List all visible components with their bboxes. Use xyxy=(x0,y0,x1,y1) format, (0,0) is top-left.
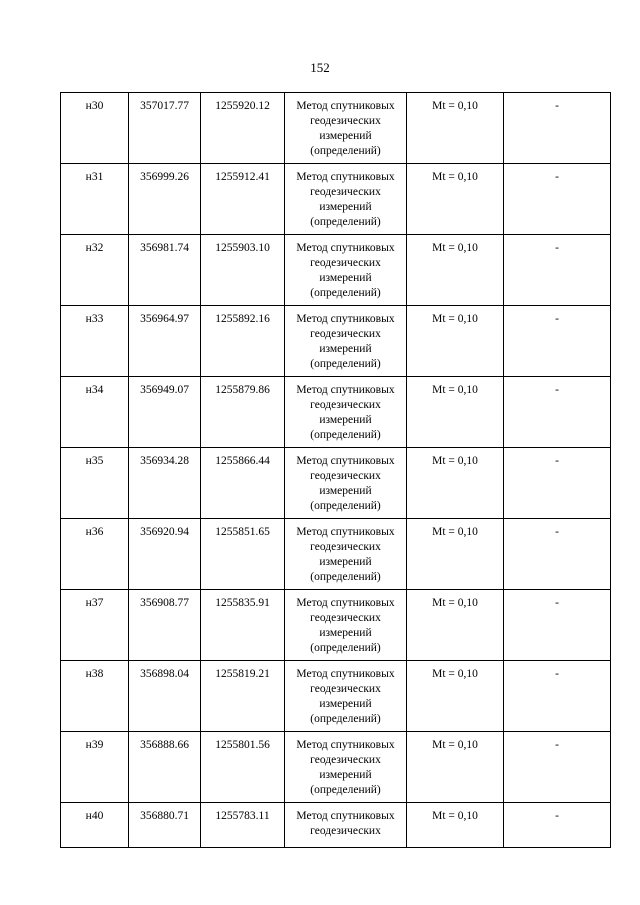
method-cell-text: Метод спутниковых геодезических измерений (определений) xyxy=(296,100,395,157)
table-row xyxy=(61,803,611,848)
y-coordinate-cell xyxy=(201,448,285,519)
table-row xyxy=(61,306,611,377)
x-coordinate-cell-text: 356880.71 xyxy=(140,810,189,822)
point-cell xyxy=(61,803,129,848)
x-coordinate-cell-text: 356999.26 xyxy=(140,171,189,183)
note-cell xyxy=(504,803,611,848)
y-coordinate-cell-text: 1255879.86 xyxy=(215,384,270,396)
method-cell-text: Метод спутниковых геодезических измерений (определений) xyxy=(296,313,395,370)
point-cell-text: н34 xyxy=(85,384,104,396)
x-coordinate-cell xyxy=(129,590,201,661)
x-coordinate-cell-text: 356920.94 xyxy=(140,526,189,538)
note-cell xyxy=(504,519,611,590)
accuracy-cell-text: Mt = 0,10 xyxy=(432,668,478,680)
note-cell xyxy=(504,93,611,164)
note-cell-text: - xyxy=(555,810,559,822)
point-cell xyxy=(61,519,129,590)
method-cell xyxy=(285,519,407,590)
y-coordinate-cell xyxy=(201,661,285,732)
table-row xyxy=(61,377,611,448)
method-cell xyxy=(285,803,407,848)
note-cell-text: - xyxy=(555,597,559,609)
table-row xyxy=(61,448,611,519)
point-cell xyxy=(61,164,129,235)
coordinates-table xyxy=(60,92,611,848)
x-coordinate-cell xyxy=(129,164,201,235)
x-coordinate-cell-text: 356981.74 xyxy=(140,242,189,254)
method-cell xyxy=(285,164,407,235)
accuracy-cell xyxy=(407,590,504,661)
accuracy-cell xyxy=(407,661,504,732)
y-coordinate-cell-text: 1255851.65 xyxy=(215,526,270,538)
accuracy-cell-text: Mt = 0,10 xyxy=(432,242,478,254)
y-coordinate-cell xyxy=(201,803,285,848)
accuracy-cell xyxy=(407,519,504,590)
y-coordinate-cell-text: 1255892.16 xyxy=(215,313,270,325)
point-cell-text: н31 xyxy=(85,171,104,183)
point-cell xyxy=(61,93,129,164)
point-cell-text: н33 xyxy=(85,313,104,325)
accuracy-cell-text: Mt = 0,10 xyxy=(432,100,478,112)
point-cell-text: н40 xyxy=(85,810,104,822)
point-cell xyxy=(61,732,129,803)
accuracy-cell-text: Mt = 0,10 xyxy=(432,171,478,183)
table-row xyxy=(61,235,611,306)
method-cell-text: Метод спутниковых геодезических измерений (определений) xyxy=(296,526,395,583)
accuracy-cell xyxy=(407,732,504,803)
note-cell-text: - xyxy=(555,171,559,183)
x-coordinate-cell xyxy=(129,732,201,803)
x-coordinate-cell xyxy=(129,661,201,732)
accuracy-cell xyxy=(407,235,504,306)
page-number: 152 xyxy=(310,60,330,75)
x-coordinate-cell xyxy=(129,235,201,306)
y-coordinate-cell-text: 1255912.41 xyxy=(215,171,270,183)
note-cell xyxy=(504,377,611,448)
method-cell xyxy=(285,306,407,377)
x-coordinate-cell-text: 356934.28 xyxy=(140,455,189,467)
accuracy-cell xyxy=(407,164,504,235)
x-coordinate-cell-text: 356949.07 xyxy=(140,384,189,396)
point-cell xyxy=(61,448,129,519)
y-coordinate-cell xyxy=(201,732,285,803)
note-cell xyxy=(504,306,611,377)
point-cell xyxy=(61,590,129,661)
accuracy-cell-text: Mt = 0,10 xyxy=(432,455,478,467)
method-cell-text: Метод спутниковых геодезических измерений (определений) xyxy=(296,668,395,725)
method-cell-text: Метод спутниковых геодезических измерений (определений) xyxy=(296,597,395,654)
x-coordinate-cell xyxy=(129,306,201,377)
point-cell xyxy=(61,235,129,306)
method-cell xyxy=(285,377,407,448)
accuracy-cell-text: Mt = 0,10 xyxy=(432,526,478,538)
table-row xyxy=(61,590,611,661)
accuracy-cell xyxy=(407,93,504,164)
y-coordinate-cell xyxy=(201,235,285,306)
method-cell-text: Метод спутниковых геодезических измерений (определений) xyxy=(296,739,395,796)
y-coordinate-cell-text: 1255866.44 xyxy=(215,455,270,467)
accuracy-cell-text: Mt = 0,10 xyxy=(432,810,478,822)
y-coordinate-cell xyxy=(201,590,285,661)
accuracy-cell-text: Mt = 0,10 xyxy=(432,597,478,609)
x-coordinate-cell xyxy=(129,448,201,519)
note-cell-text: - xyxy=(555,100,559,112)
method-cell-text: Метод спутниковых геодезических измерений (определений) xyxy=(296,171,395,228)
x-coordinate-cell-text: 356908.77 xyxy=(140,597,189,609)
note-cell xyxy=(504,235,611,306)
method-cell xyxy=(285,448,407,519)
note-cell-text: - xyxy=(555,668,559,680)
point-cell xyxy=(61,377,129,448)
note-cell xyxy=(504,164,611,235)
x-coordinate-cell-text: 356898.04 xyxy=(140,668,189,680)
point-cell-text: н35 xyxy=(85,455,104,467)
note-cell xyxy=(504,661,611,732)
y-coordinate-cell xyxy=(201,377,285,448)
point-cell-text: н32 xyxy=(85,242,104,254)
y-coordinate-cell-text: 1255819.21 xyxy=(215,668,270,680)
point-cell-text: н36 xyxy=(85,526,104,538)
y-coordinate-cell-text: 1255835.91 xyxy=(215,597,270,609)
accuracy-cell-text: Mt = 0,10 xyxy=(432,384,478,396)
point-cell xyxy=(61,661,129,732)
point-cell-text: н30 xyxy=(85,100,104,112)
table-row xyxy=(61,93,611,164)
method-cell-text: Метод спутниковых геодезических xyxy=(296,810,395,837)
accuracy-cell-text: Mt = 0,10 xyxy=(432,739,478,751)
x-coordinate-cell-text: 356964.97 xyxy=(140,313,189,325)
y-coordinate-cell xyxy=(201,519,285,590)
note-cell-text: - xyxy=(555,739,559,751)
x-coordinate-cell xyxy=(129,803,201,848)
y-coordinate-cell-text: 1255920.12 xyxy=(215,100,270,112)
note-cell-text: - xyxy=(555,526,559,538)
coordinates-table-body xyxy=(61,93,611,848)
x-coordinate-cell xyxy=(129,519,201,590)
table-row xyxy=(61,519,611,590)
method-cell xyxy=(285,235,407,306)
y-coordinate-cell-text: 1255783.11 xyxy=(215,810,270,822)
x-coordinate-cell xyxy=(129,377,201,448)
accuracy-cell xyxy=(407,306,504,377)
method-cell xyxy=(285,661,407,732)
note-cell-text: - xyxy=(555,242,559,254)
method-cell-text: Метод спутниковых геодезических измерений (определений) xyxy=(296,242,395,299)
x-coordinate-cell-text: 356888.66 xyxy=(140,739,189,751)
point-cell-text: н37 xyxy=(85,597,104,609)
point-cell xyxy=(61,306,129,377)
table-row xyxy=(61,732,611,803)
table-row xyxy=(61,661,611,732)
x-coordinate-cell-text: 357017.77 xyxy=(140,100,189,112)
accuracy-cell xyxy=(407,377,504,448)
method-cell xyxy=(285,93,407,164)
point-cell-text: н38 xyxy=(85,668,104,680)
y-coordinate-cell xyxy=(201,306,285,377)
note-cell-text: - xyxy=(555,455,559,467)
y-coordinate-cell-text: 1255903.10 xyxy=(215,242,270,254)
note-cell xyxy=(504,448,611,519)
accuracy-cell-text: Mt = 0,10 xyxy=(432,313,478,325)
method-cell xyxy=(285,590,407,661)
note-cell xyxy=(504,590,611,661)
y-coordinate-cell xyxy=(201,93,285,164)
method-cell-text: Метод спутниковых геодезических измерений (определений) xyxy=(296,455,395,512)
table-row xyxy=(61,164,611,235)
accuracy-cell xyxy=(407,448,504,519)
method-cell xyxy=(285,732,407,803)
y-coordinate-cell xyxy=(201,164,285,235)
note-cell xyxy=(504,732,611,803)
x-coordinate-cell xyxy=(129,93,201,164)
note-cell-text: - xyxy=(555,313,559,325)
accuracy-cell xyxy=(407,803,504,848)
point-cell-text: н39 xyxy=(85,739,104,751)
note-cell-text: - xyxy=(555,384,559,396)
method-cell-text: Метод спутниковых геодезических измерений (определений) xyxy=(296,384,395,441)
y-coordinate-cell-text: 1255801.56 xyxy=(215,739,270,751)
